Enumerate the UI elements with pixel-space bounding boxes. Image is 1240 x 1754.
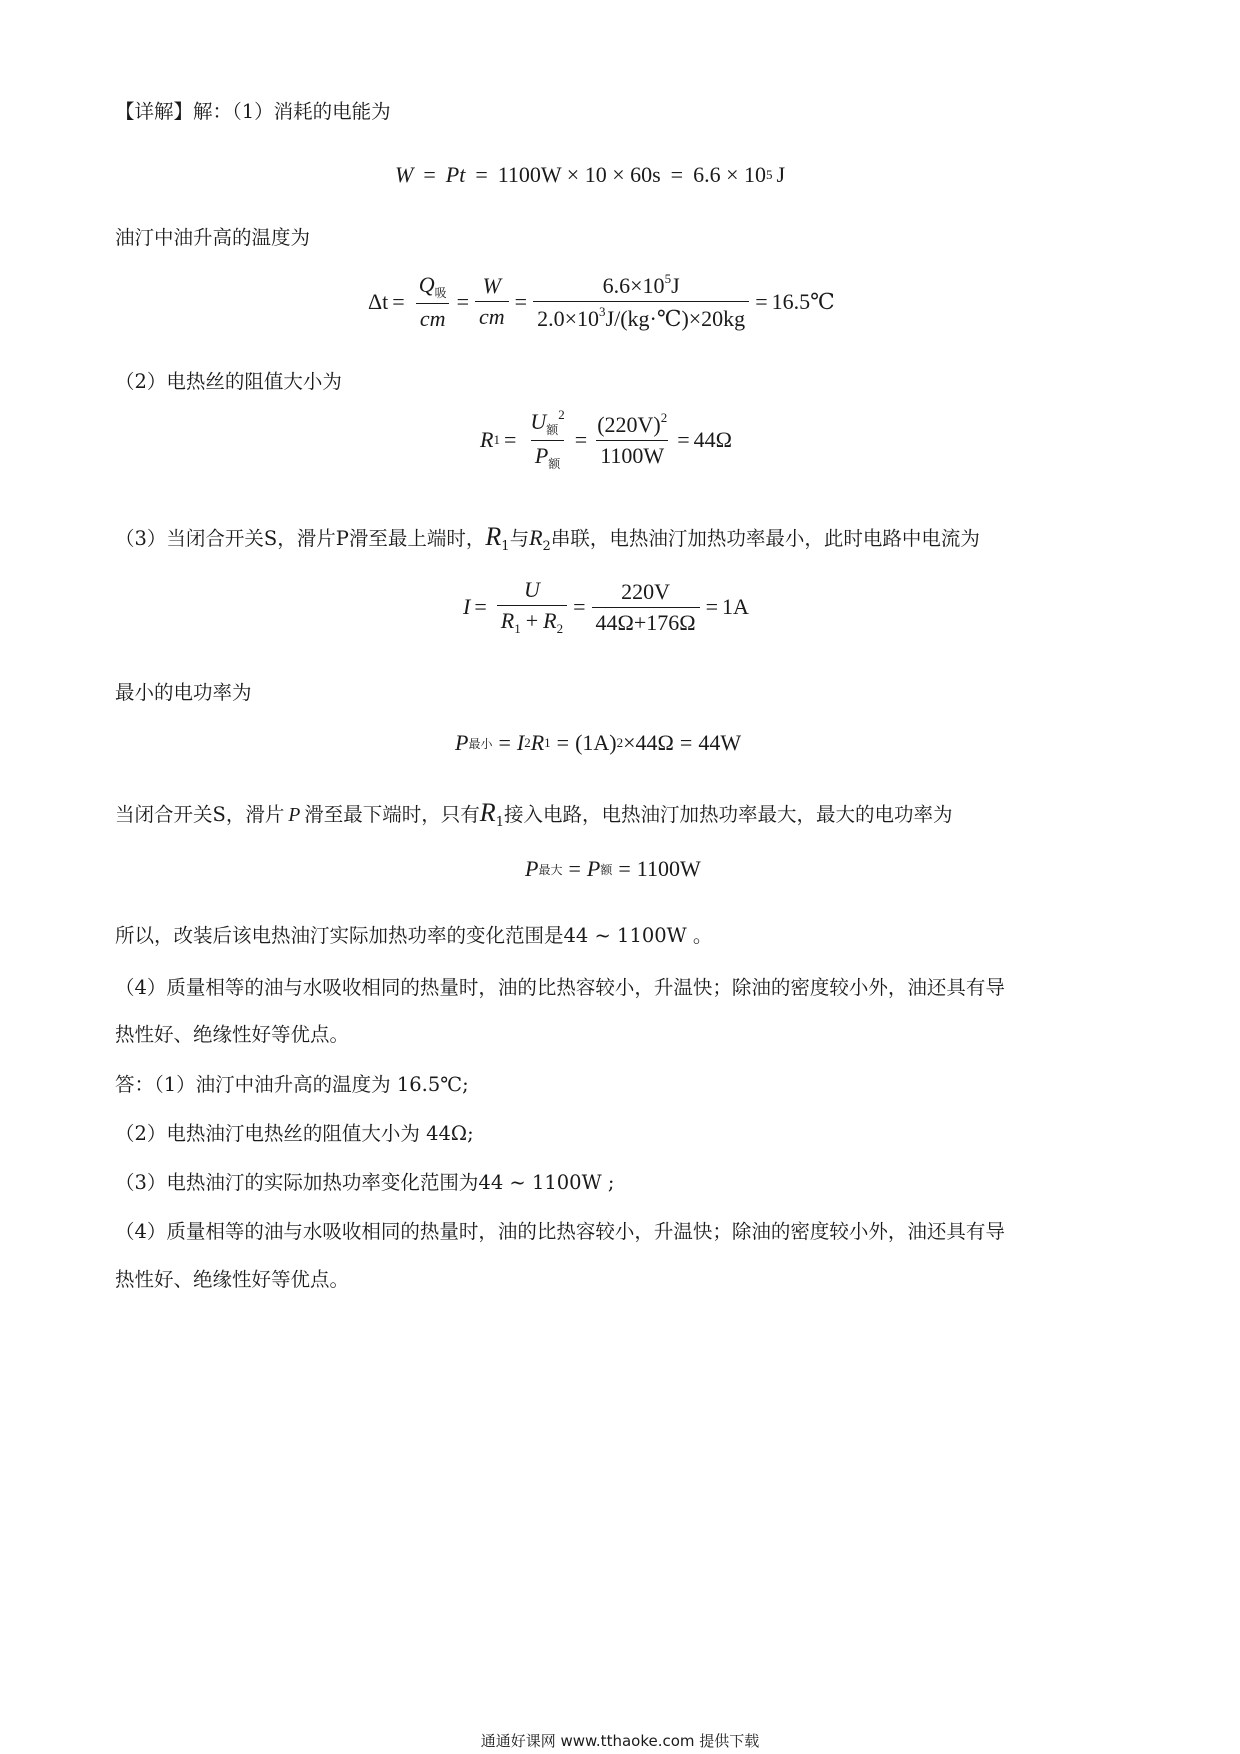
text-line: （2）电热丝的阻值大小为 — [115, 370, 342, 393]
equation-current: I = $\frac{U}{R_1 + R_2}$ = $\frac{220V}{44\Omega+176\Omega}$ = 1A — [463, 577, 749, 637]
text-line: 最小的电功率为 — [115, 681, 252, 704]
answer-line: （2）电热油汀电热丝的阻值大小为 44Ω; — [115, 1122, 474, 1145]
equation-temperature-rise: Δt = $\frac{Q_吸}{cm}$ = $\frac{W}{cm}$ = $\frac{6.6\times 10^5J}{2.0\times 10^3J/(kg\cdot℃)\times 20kg}$ = 16.5℃ — [368, 271, 835, 332]
text-line: 当闭合开关S，滑片 P 滑至最下端时，只有$R_1$接入电路，电热油汀加热功率最大，最大的电功率为 — [115, 798, 953, 830]
text-line: 油汀中油升高的温度为 — [115, 226, 311, 249]
page-footer: 通通好课网 www.tthaoke.com 提供下载 — [480, 1732, 760, 1750]
answer-line: 热性好、绝缘性好等优点。 — [115, 1268, 350, 1291]
equation-min-power: P 最小 = I 2 R 1 = (1A) 2 ×44Ω = 44W — [455, 730, 742, 755]
text-line: 热性好、绝缘性好等优点。 — [115, 1023, 350, 1046]
answer-line: （3）电热油汀的实际加热功率变化范围为44 ~ 1100W ; — [115, 1171, 615, 1194]
equation-electric-energy: W = Pt = 1100W × 10 × 60s = 6.6 × 10 5 J — [395, 162, 786, 187]
text-line: 【详解】解：（1）消耗的电能为 — [115, 100, 391, 123]
answer-line: 答：（1）油汀中油升高的温度为 16.5℃; — [115, 1073, 469, 1096]
equation-resistance: R 1 = $\frac{U_额^2}{P_额}$ = $\frac{(220V)^2}{1100W}$ = 44Ω — [480, 407, 733, 472]
equation-max-power: P 最大 = P 额 = 1100W — [525, 856, 701, 881]
text-line: （3）当闭合开关S，滑片P滑至最上端时，$R_1$与$R_2$串联，电热油汀加热功率最小，此时电路中电流为 — [115, 522, 980, 554]
text-line: （4）质量相等的油与水吸收相同的热量时，油的比热容较小，升温快；除油的密度较小外，油还具有导 — [115, 976, 1005, 999]
text-line: 所以，改装后该电热油汀实际加热功率的变化范围是44 ~ 1100W 。 — [115, 924, 713, 947]
answer-line: （4）质量相等的油与水吸收相同的热量时，油的比热容较小，升温快；除油的密度较小外，油还具有导 — [115, 1220, 1005, 1243]
